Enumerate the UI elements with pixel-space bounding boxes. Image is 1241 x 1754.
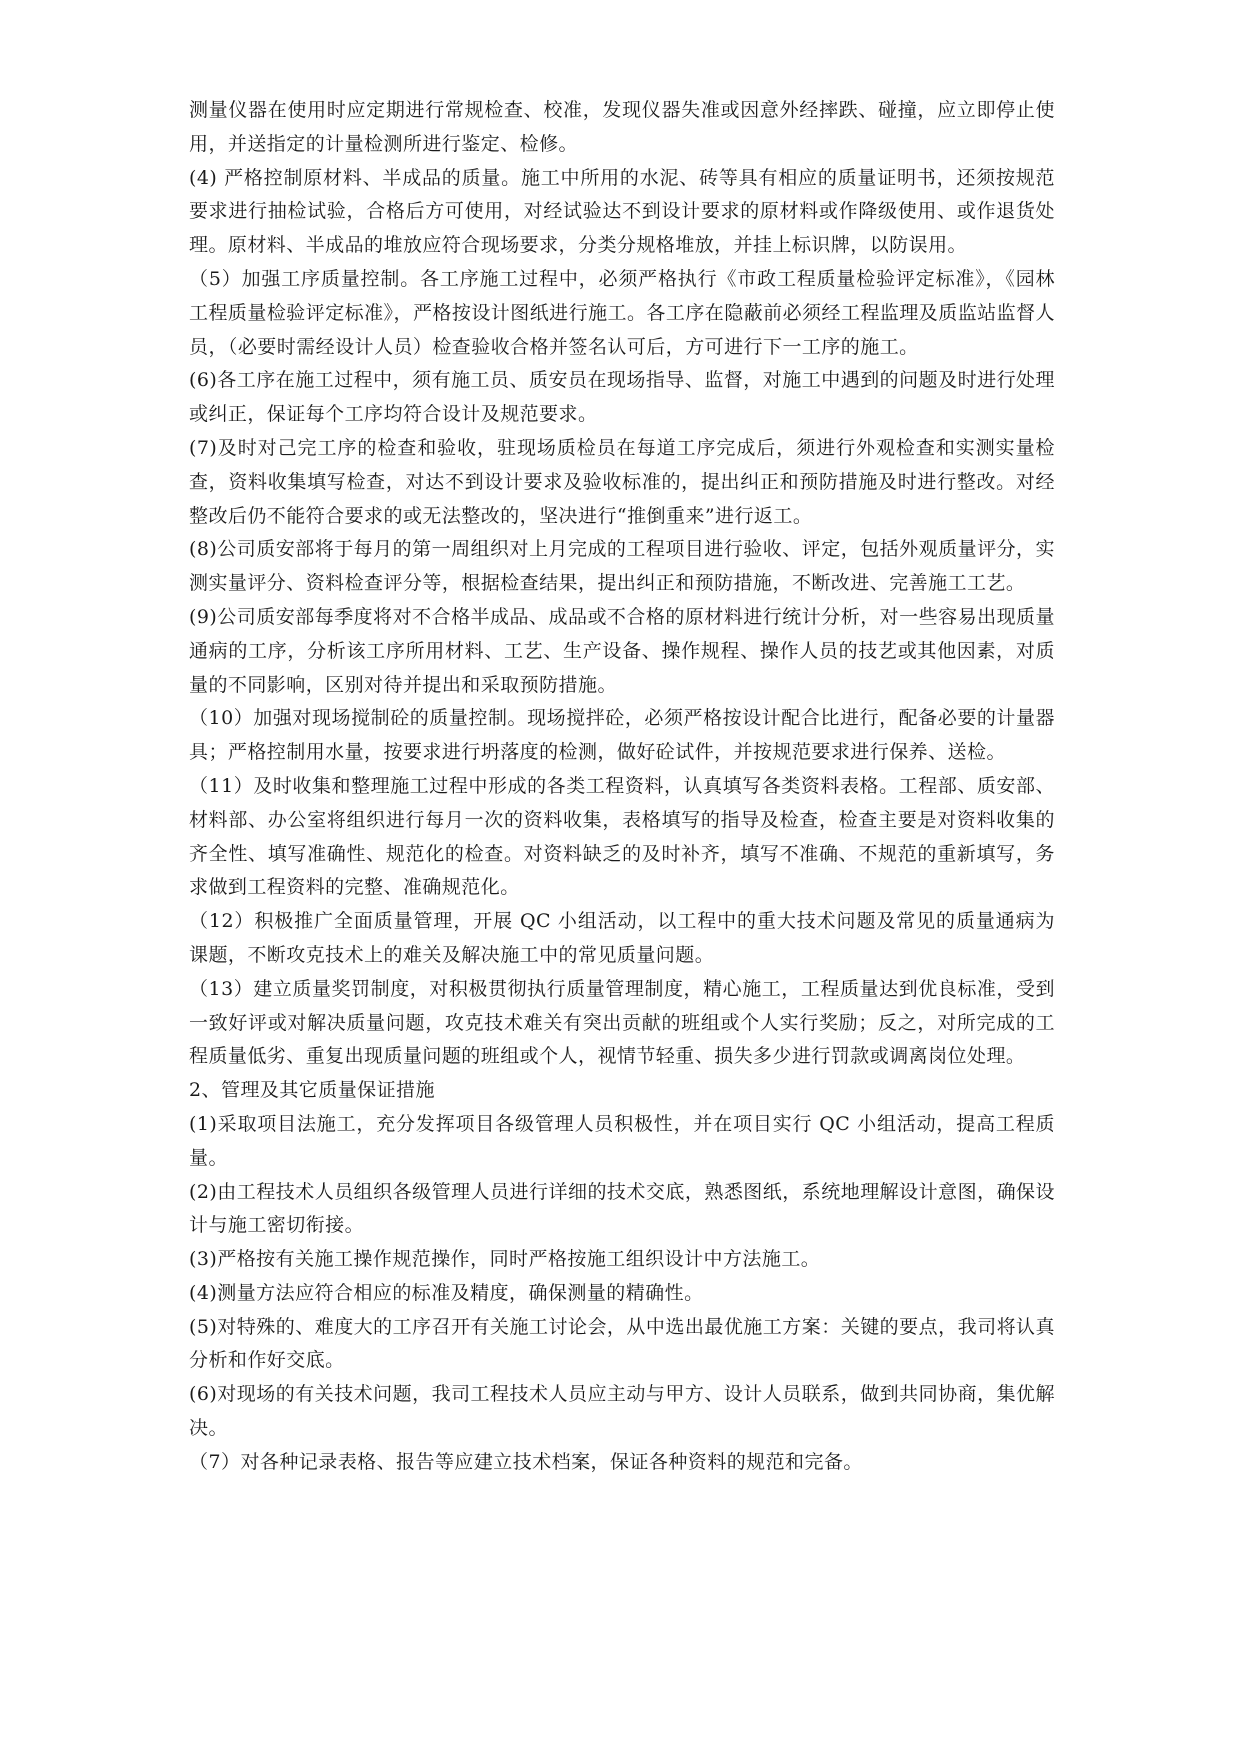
paragraph-sub-3: (3)严格按有关施工操作规范操作，同时严格按施工组织设计中方法施工。 (189, 1248, 821, 1271)
paragraph-sub-4: (4)测量方法应符合相应的标准及精度，确保测量的精确性。 (189, 1281, 704, 1304)
paragraph-item-10-concrete: （10）加强对现场搅制砼的质量控制。现场搅拌砼，必须严格按设计配合比进行，配备必要的计量器具；严格控制用水量，按要求进行坍落度的检测，做好砼试件，并按规范要求进行保养、送检。 (189, 707, 1055, 764)
paragraph-item-12-qc: （12）积极推广全面质量管理，开展 QC 小组活动，以工程中的重大技术问题及常见的质量通病为课题，不断攻克技术上的难关及解决施工中的常见质量问题。 (189, 910, 1055, 966)
paragraph-item-6-supervision: (6)各工序在施工过程中，须有施工员、质安员在现场指导、监督，对施工中遇到的问题及时进行处理或纠正，保证每个工序均符合设计及规范要求。 (189, 369, 1055, 426)
paragraph-instrument-calibration: 测量仪器在使用时应定期进行常规检查、校准，发现仪器失准或因意外经摔跌、碰撞，应立即停止使用，并送指定的计量检测所进行鉴定、检修。 (189, 99, 1055, 155)
paragraph-item-9-quarterly-analysis: (9)公司质安部每季度将对不合格半成品、成品或不合格的原材料进行统计分析，对一些容易出现质量通病的工序，分析该工序所用材料、工艺、生产设备、操作规程、操作人员的技艺或其他因素，对质量的不同影响，区别对待并提出和采取预防措施。 (189, 605, 1055, 696)
paragraph-item-11-records: （11）及时收集和整理施工过程中形成的各类工程资料，认真填写各类资料表格。工程部、质安部、材料部、办公室将组织进行每月一次的资料收集，表格填写的指导及检查，检查主要是对资料收集的齐全性、填写准确性、规范化的检查。对资料缺乏的及时补齐，填写不准确、不规范的重新填写，务求做到工程资料的完整、准确规范化。 (189, 774, 1055, 899)
paragraph-item-13-rewards: （13）建立质量奖罚制度，对积极贯彻执行质量管理制度，精心施工，工程质量达到优良标准，受到一致好评或对解决质量问题，攻克技术难关有突出贡献的班组或个人实行奖励；反之，对所完成的工程质量低劣、重复出现质量问题的班组或个人，视情节轻重、损失多少进行罚款或调离岗位处理。 (189, 977, 1055, 1068)
paragraph-sub-2: (2)由工程技术人员组织各级管理人员进行详细的技术交底，熟悉图纸，系统地理解设计意图，确保设计与施工密切衔接。 (189, 1180, 1055, 1237)
paragraph-sub-6: (6)对现场的有关技术问题，我司工程技术人员应主动与甲方、设计人员联系，做到共同协商，集优解决。 (189, 1383, 1055, 1440)
paragraph-item-7-inspection: (7)及时对己完工序的检查和验收，驻现场质检员在每道工序完成后，须进行外观检查和实测实量检查，资料收集填写检查，对达不到设计要求及验收标准的，提出纠正和预防措施及时进行整改。对经整改后仍不能符合要求的或无法整改的，坚决进行“推倒重来”进行返工。 (189, 436, 1055, 527)
paragraph-sub-1: (1)采取项目法施工，充分发挥项目各级管理人员积极性，并在项目实行 QC 小组活动，提高工程质量。 (189, 1112, 1055, 1169)
paragraph-item-8-monthly-review: (8)公司质安部将于每月的第一周组织对上月完成的工程项目进行验收、评定，包括外观质量评分，实测实量评分、资料检查评分等，根据检查结果，提出纠正和预防措施，不断改进、完善施工工艺。 (189, 538, 1055, 595)
paragraph-item-5-process-control: （5）加强工序质量控制。各工序施工过程中，必须严格执行《市政工程质量检验评定标准》，《园林工程质量检验评定标准》，严格按设计图纸进行施工。各工序在隐蔽前必须经工程监理及质监站监督人员，（必要时需经设计人员）检查验收合格并签名认可后，方可进行下一工序的施工。 (189, 267, 1055, 358)
paragraph-sub-5: (5)对特殊的、难度大的工序召开有关施工讨论会，从中选出最优施工方案：关键的要点，我司将认真分析和作好交底。 (189, 1315, 1055, 1372)
paragraph-item-4-materials: (4) 严格控制原材料、半成品的质量。施工中所用的水泥、砖等具有相应的质量证明书，还须按规范要求进行抽检试验，合格后方可使用，对经试验达不到设计要求的原材料或作降级使用、或作退货处理。原材料、半成品的堆放应符合现场要求，分类分规格堆放，并挂上标识牌，以防误用。 (189, 166, 1055, 257)
document-body (189, 94, 1055, 1480)
paragraph-sub-7: （7）对各种记录表格、报告等应建立技术档案，保证各种资料的规范和完备。 (189, 1450, 863, 1473)
section-heading-2: 2、管理及其它质量保证措施 (189, 1079, 435, 1102)
